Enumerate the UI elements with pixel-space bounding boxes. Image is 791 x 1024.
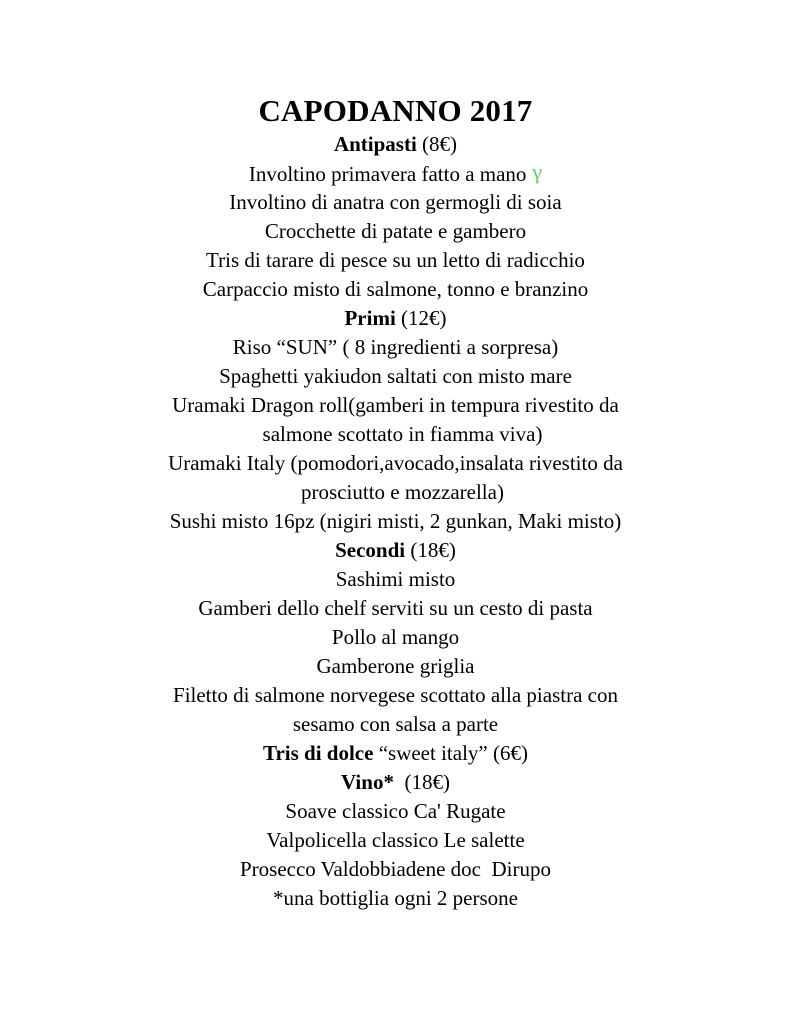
section-title: Vino*: [341, 770, 394, 794]
section-price: (18€): [405, 538, 456, 562]
section-title: Secondi: [335, 538, 406, 562]
menu-item: Involtino di anatra con germogli di soia: [229, 190, 562, 214]
menu-item: Spaghetti yakiudon saltati con misto mare: [219, 364, 572, 388]
menu-item: Prosecco Valdobbiadene doc Dirupo: [239, 857, 552, 881]
section-heading-vino: [0, 768, 791, 797]
menu-item: Uramaki Dragon roll(gamberi in tempura rivestito da: [172, 393, 619, 417]
gamma-icon: γ: [532, 159, 543, 184]
menu-item: [0, 159, 791, 188]
menu-item: Carpaccio misto di salmone, tonno e branzino: [202, 277, 589, 301]
section-title: Antipasti: [333, 132, 417, 156]
footnote: *una bottiglia ogni 2 persone: [273, 886, 518, 910]
menu-item: Tris di tarare di pesce su un letto di radicchio: [206, 248, 585, 272]
menu-item: Crocchette di patate e gambero: [264, 219, 527, 243]
menu-item: Filetto di salmone norvegese scottato alla piastra con: [173, 683, 618, 707]
section-price: (12€): [395, 306, 447, 330]
menu-item: Gamberone griglia: [316, 654, 475, 678]
section-detail: “sweet italy” (6€): [373, 741, 528, 765]
menu-item: Sashimi misto: [335, 567, 456, 591]
menu-item: Uramaki Italy (pomodori,avocado,insalata rivestito da: [168, 451, 623, 475]
menu-title: CAPODANNO 2017: [258, 93, 533, 128]
menu-item: Pollo al mango: [331, 625, 460, 649]
menu-item: Soave classico Ca' Rugate: [285, 799, 506, 823]
menu-item-text: Involtino primavera fatto a mano: [248, 162, 527, 186]
menu-item: Sushi misto 16pz (nigiri misti, 2 gunkan, Maki misto): [169, 509, 622, 533]
section-heading-dolce: [0, 739, 791, 768]
menu-item: Riso “SUN” ( 8 ingredienti a sorpresa): [232, 335, 559, 359]
menu-item: Valpolicella classico Le salette: [266, 828, 525, 852]
section-heading-secondi: [0, 536, 791, 565]
menu-item-continuation: prosciutto e mozzarella): [301, 480, 504, 504]
menu-item: Gamberi dello chelf serviti su un cesto di pasta: [198, 596, 593, 620]
section-heading-antipasti: [0, 130, 791, 159]
section-heading-primi: [0, 304, 791, 333]
section-price: (8€): [416, 132, 458, 156]
menu-item-continuation: salmone scottato in fiamma viva): [262, 422, 543, 446]
section-price: (18€): [393, 770, 450, 794]
menu-body: [0, 130, 791, 913]
section-title: Primi: [344, 306, 396, 330]
menu-item-continuation: sesamo con salsa a parte: [292, 712, 499, 736]
section-title: Tris di dolce: [263, 741, 374, 765]
